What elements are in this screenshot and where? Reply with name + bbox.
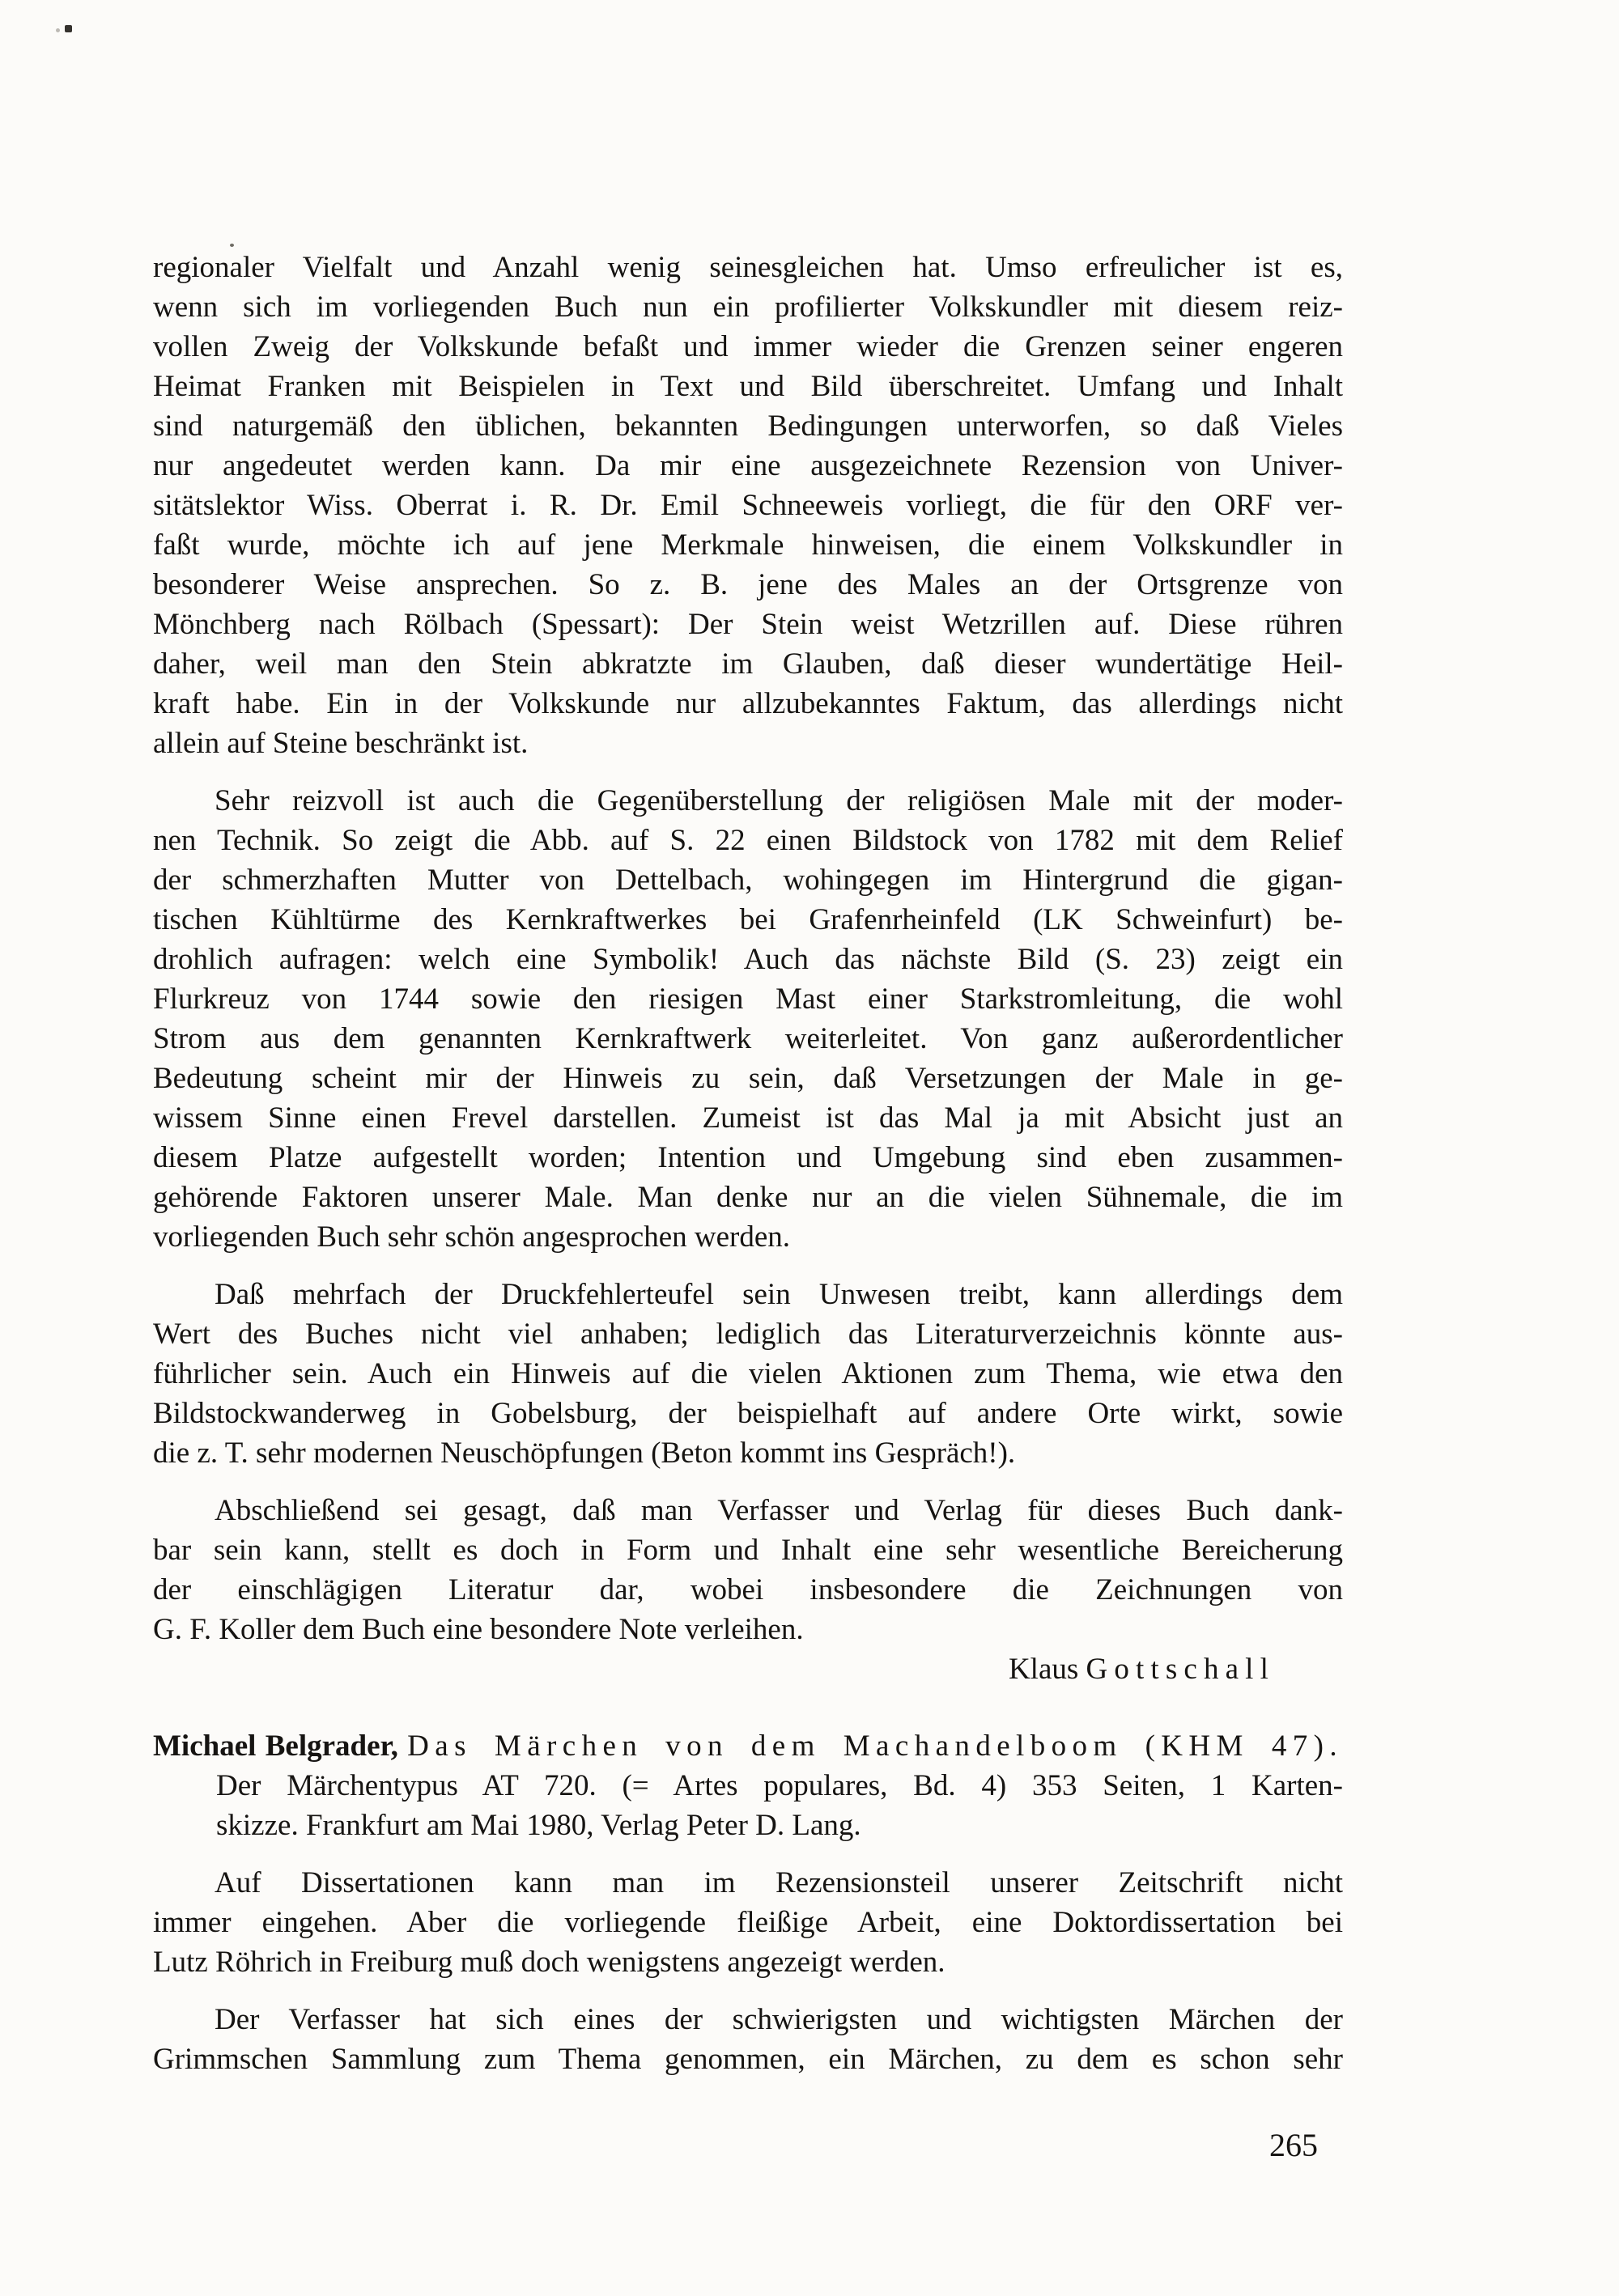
text-line: allein auf Steine beschränkt ist. [153, 727, 529, 760]
review2-title: Das Märchen von dem Machandelboom (KHM 47). [407, 1729, 1344, 1763]
text-column [153, 248, 1343, 2079]
text-line: Strom aus dem genannten Kernkraftwerk weiterleitet. Von ganz außerordentlicher [153, 1022, 1343, 1055]
paragraph-review2-1 [153, 1863, 1343, 1982]
text-line: Mönchberg nach Rölbach (Spessart): Der Stein weist Wetzrillen auf. Diese rühren [153, 608, 1343, 641]
text-line: sitätslektor Wiss. Oberrat i. R. Dr. Emil Schneeweis vorliegt, die für den ORF ver- [153, 489, 1343, 522]
paragraph-review2-2 [153, 2000, 1343, 2079]
text-line: diesem Platze aufgestellt worden; Intention und Umgebung sind eben zusammen- [153, 1141, 1343, 1174]
reviewer-last-name: Gottschall [1086, 1653, 1275, 1686]
text-line: der schmerzhaften Mutter von Dettelbach, wohingegen im Hintergrund die gigan- [153, 864, 1343, 897]
text-line: Wert des Buches nicht viel anhaben; lediglich das Literaturverzeichnis könnte aus- [153, 1318, 1343, 1351]
review2-biblio-line: Der Märchentypus AT 720. (= Artes populares, Bd. 4) 353 Seiten, 1 Karten- [216, 1769, 1343, 1802]
text-line: kraft habe. Ein in der Volkskunde nur allzubekanntes Faktum, das allerdings nicht [153, 687, 1343, 720]
scan-artifact-dot [56, 28, 60, 32]
review2-heading-line [153, 1726, 1343, 1766]
text-line: Sehr reizvoll ist auch die Gegenüberstellung der religiösen Male mit der moder- [215, 784, 1343, 817]
text-line: Der Verfasser hat sich eines der schwierigsten und wichtigsten Märchen der [215, 2003, 1343, 2036]
paragraph-review1-1 [153, 248, 1343, 763]
text-line: bar sein kann, stellt es doch in Form und Inhalt eine sehr wesentliche Bereicherung [153, 1534, 1343, 1567]
text-line: Lutz Röhrich in Freiburg muß doch wenigstens angezeigt werden. [153, 1946, 945, 1979]
paragraph-review1-2 [153, 781, 1343, 1257]
text-line: wenn sich im vorliegenden Buch nun ein profilierter Volkskundler mit diesem reiz- [153, 291, 1343, 324]
text-line: sind naturgemäß den üblichen, bekannten Bedingungen unterworfen, so daß Vieles [153, 410, 1343, 443]
text-line: besonderer Weise ansprechen. So z. B. jene des Males an der Ortsgrenze von [153, 568, 1343, 601]
text-line: Daß mehrfach der Druckfehlerteufel sein Unwesen treibt, kann allerdings dem [215, 1278, 1343, 1311]
page-number: 265 [1269, 2127, 1318, 2163]
text-line: tischen Kühltürme des Kernkraftwerkes bei Grafenrheinfeld (LK Schweinfurt) be- [153, 903, 1343, 936]
reviewer-first-name: Klaus [1008, 1653, 1079, 1686]
text-line: faßt wurde, möchte ich auf jene Merkmale hinweisen, die einem Volkskundler in [153, 528, 1343, 562]
text-line: Bildstockwanderweg in Gobelsburg, der beispielhaft auf andere Orte wirkt, sowie [153, 1397, 1343, 1430]
text-line: gehörende Faktoren unserer Male. Man denke nur an die vielen Sühnemale, die im [153, 1181, 1343, 1214]
text-line: Auf Dissertationen kann man im Rezensionsteil unserer Zeitschrift nicht [215, 1866, 1343, 1899]
text-line: führlicher sein. Auch ein Hinweis auf die vielen Aktionen zum Thema, wie etwa den [153, 1357, 1343, 1390]
text-line: Grimmschen Sammlung zum Thema genommen, ein Märchen, zu dem es schon sehr [153, 2043, 1343, 2076]
text-line: Flurkreuz von 1744 sowie den riesigen Mast einer Starkstromleitung, die wohl [153, 982, 1343, 1016]
text-line: nen Technik. So zeigt die Abb. auf S. 22 einen Bildstock von 1782 mit dem Relief [153, 824, 1343, 857]
text-line: Abschließend sei gesagt, daß man Verfasser und Verlag für dieses Buch dank- [215, 1494, 1343, 1527]
text-line: vorliegenden Buch sehr schön angesprochen werden. [153, 1220, 791, 1254]
text-line: der einschlägigen Literatur dar, wobei insbesondere die Zeichnungen von [153, 1573, 1343, 1606]
review2-biblio-line: skizze. Frankfurt am Mai 1980, Verlag Peter D. Lang. [216, 1809, 861, 1842]
text-line: daher, weil man den Stein abkratzte im Glauben, daß dieser wundertätige Heil- [153, 647, 1343, 681]
review2-author: Michael Belgrader, [153, 1729, 398, 1763]
scan-artifact-dot [230, 244, 234, 247]
paragraph-review1-3 [153, 1275, 1343, 1473]
scan-artifact-dot [65, 25, 72, 32]
text-line: drohlich aufragen: welch eine Symbolik! Auch das nächste Bild (S. 23) zeigt ein [153, 943, 1343, 976]
paragraph-review1-4 [153, 1491, 1343, 1649]
reviewer-signature [153, 1649, 1343, 1689]
text-line: nur angedeutet werden kann. Da mir eine ausgezeichnete Rezension von Univer- [153, 449, 1343, 482]
review2-heading [153, 1726, 1343, 1845]
text-line: vollen Zweig der Volkskunde befaßt und immer wieder die Grenzen seiner engeren [153, 330, 1343, 363]
text-line: Heimat Franken mit Beispielen in Text und Bild überschreitet. Umfang und Inhalt [153, 370, 1343, 403]
text-line: die z. T. sehr modernen Neuschöpfungen (Beton kommt ins Gespräch!). [153, 1437, 1016, 1470]
text-line: G. F. Koller dem Buch eine besondere Note verleihen. [153, 1613, 804, 1646]
text-line: Bedeutung scheint mir der Hinweis zu sein, daß Versetzungen der Male in ge- [153, 1062, 1343, 1095]
text-line: regionaler Vielfalt und Anzahl wenig seinesgleichen hat. Umso erfreulicher ist es, [153, 251, 1343, 284]
text-line: immer eingehen. Aber die vorliegende fleißige Arbeit, eine Doktordissertation bei [153, 1906, 1343, 1939]
text-line: wissem Sinne einen Frevel darstellen. Zumeist ist das Mal ja mit Absicht just an [153, 1101, 1343, 1135]
